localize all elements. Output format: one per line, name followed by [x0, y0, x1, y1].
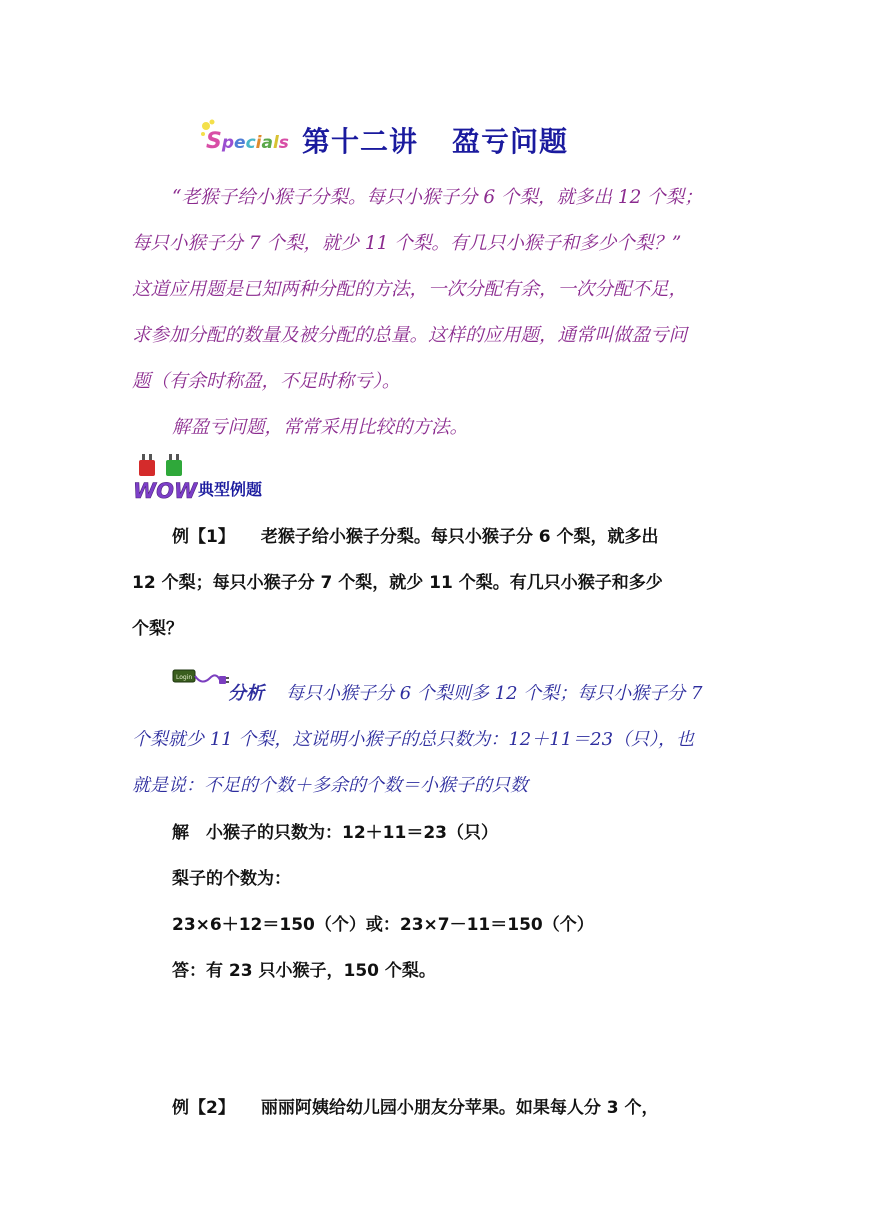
example-2 — [132, 1085, 747, 1131]
analysis-text: 每只小猴子分 6 个梨则多 12 个梨；每只小猴子分 7 — [286, 683, 703, 704]
intro-line: 题（有余时称盈，不足时称亏）。 — [132, 371, 401, 392]
intro-line: 这道应用题是已知两种分配的方法，一次分配有余，一次分配不足， — [132, 279, 688, 300]
analysis-line — [132, 671, 747, 717]
example-1-line: 个梨？ — [132, 619, 183, 639]
example-1-line: 12 个梨；每只小猴子分 7 个梨，就少 11 个梨。有几只小猴子和多少 — [132, 573, 663, 593]
example-1 — [132, 514, 747, 652]
intro-line: 每只小猴子分 7 个梨，就少 11 个梨。有几只小猴子和多少个梨？” — [132, 233, 682, 254]
specials-logo — [198, 116, 298, 164]
intro-method-line: 解盈亏问题，常常采用比较的方法。 — [172, 417, 469, 438]
analysis-label: 分析 — [228, 683, 264, 704]
example-1-tag: 例【1】 — [172, 527, 235, 547]
example-1-text: 老猴子给小猴子分梨。每只小猴子分 6 个梨，就多出 — [260, 527, 659, 547]
example-2-tag: 例【2】 — [172, 1098, 235, 1118]
wow-plug-icon — [132, 452, 198, 502]
svg-text:WOW: WOW — [133, 479, 198, 502]
analysis-line: 个梨就少 11 个梨，这说明小猴子的总只数为：12＋11＝23（只），也 — [132, 729, 695, 750]
solution-line: 23×6＋12＝150（个）或：23×7－11＝150（个） — [172, 915, 594, 935]
solution-line: 梨子的个数为： — [172, 869, 291, 889]
example-2-line — [132, 1085, 747, 1131]
example-1-line — [132, 514, 747, 560]
svg-text:Login: Login — [176, 674, 193, 681]
solution-block — [172, 810, 772, 994]
section-header — [132, 452, 262, 502]
analysis-line: 就是说：不足的个数＋多余的个数＝小猴子的只数 — [132, 775, 528, 796]
answer-line: 答：有 23 只小猴子，150 个梨。 — [172, 961, 436, 981]
svg-text:Specials: Specials — [206, 129, 289, 154]
solution-line: 解 小猴子的只数为：12＋11＝23（只） — [172, 823, 498, 843]
intro-block — [132, 175, 747, 451]
page-title: 盈亏问题 — [452, 125, 569, 158]
section-title: 典型例题 — [198, 480, 263, 499]
title-row — [198, 112, 568, 168]
analysis-block — [132, 671, 747, 809]
intro-line: “老猴子给小猴子分梨。每只小猴子分 6 个梨，就多出 12 个梨； — [172, 187, 703, 208]
intro-line: 求参加分配的数量及被分配的总量。这样的应用题，通常叫做盈亏问 — [132, 325, 688, 346]
example-2-text: 丽丽阿姨给幼儿园小朋友分苹果。如果每人分 3 个， — [260, 1098, 659, 1118]
lecture-number: 第十二讲 — [302, 125, 419, 158]
